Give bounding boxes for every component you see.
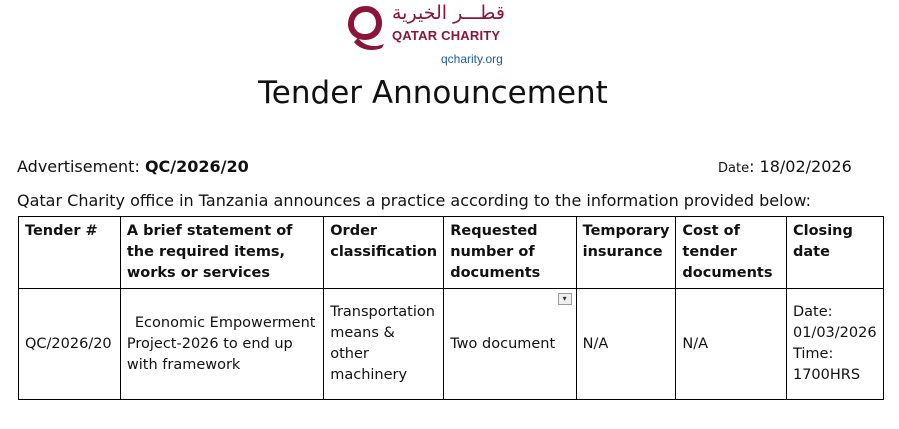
header-statement: A brief statement of the required items, works or services <box>120 217 323 289</box>
cell-documents[interactable] <box>444 289 576 400</box>
date-label: Date <box>718 161 750 176</box>
header-insurance: Temporary insurance <box>576 217 676 289</box>
cell-tender: QC/2026/20 <box>19 289 121 400</box>
date-value: : 18/02/2026 <box>749 157 852 176</box>
cell-classification: Transportation means & other machinery <box>324 289 444 400</box>
intro-text: Qatar Charity office in Tanzania announces a practice according to the information provided below: <box>17 191 811 210</box>
header-classification: Order classification <box>324 217 444 289</box>
qatar-charity-emblem-icon <box>344 2 388 52</box>
dropdown-arrow-icon[interactable]: ▾ <box>558 293 572 305</box>
header-tender: Tender # <box>19 217 121 289</box>
cell-insurance: N/A <box>576 289 676 400</box>
qatar-charity-logo <box>344 2 544 68</box>
tender-table <box>18 216 884 400</box>
header-cost: Cost of tender documents <box>676 217 787 289</box>
closing-date-value: Date: 01/03/2026 <box>792 304 877 341</box>
cell-documents-value: Two document <box>450 335 556 352</box>
cell-closing-date <box>786 289 883 400</box>
closing-time-value: Time: 1700HRS <box>792 346 861 383</box>
header-closing-date: Closing date <box>786 217 883 289</box>
logo-url[interactable]: qcharity.org <box>441 52 503 66</box>
advertisement-label: Advertisement: <box>17 157 145 176</box>
logo-arabic-text: قطـــر الخيرية <box>392 2 505 24</box>
page-title: Tender Announcement <box>258 75 608 111</box>
advertisement-line <box>17 157 249 176</box>
logo-english-text: QATAR CHARITY <box>392 28 501 43</box>
cell-cost: N/A <box>676 289 787 400</box>
header-documents: Requested number of documents <box>444 217 576 289</box>
table-row <box>19 289 884 400</box>
date-line <box>718 157 852 176</box>
advertisement-number: QC/2026/20 <box>144 157 249 176</box>
table-header-row <box>19 217 884 289</box>
cell-statement: Economic Empowerment Project-2026 to end up with framework <box>120 289 323 400</box>
